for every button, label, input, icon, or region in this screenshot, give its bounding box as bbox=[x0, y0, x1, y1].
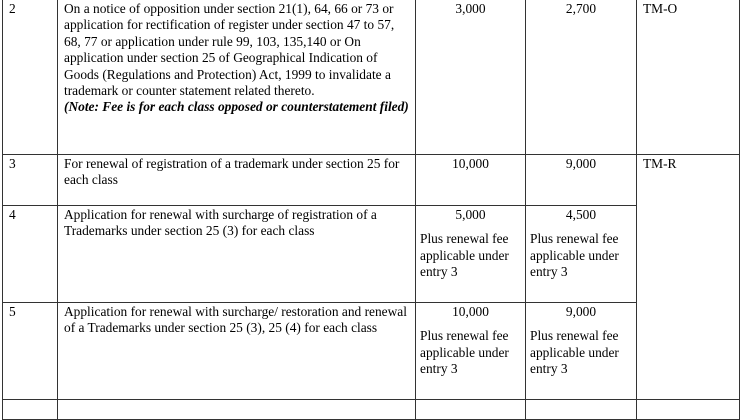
fee-physical bbox=[416, 206, 526, 303]
fee-efiling: 9,000 bbox=[526, 155, 637, 206]
table-row bbox=[3, 303, 740, 400]
fee-physical: 3,000 bbox=[416, 0, 526, 155]
description-text: On a notice of opposition under section 21(1), 64, 66 or 73 or application for rectification of register under section 47 to 57, 68, 77 or application under rule 99, 103, 135,140 or On application under section 25 of Geographical Indication of Goods (Regulations and Protection) Act, 1999 to invalidate a trademark or counter statement related thereto. bbox=[64, 1, 395, 99]
fee-amount: 10,000 bbox=[452, 304, 489, 319]
fee-note: Plus renewal fee applicable under entry 3 bbox=[420, 231, 509, 280]
fee-efiling bbox=[526, 206, 637, 303]
entry-number: 5 bbox=[3, 303, 58, 400]
form-name: TM-R bbox=[637, 155, 740, 400]
entry-description: Application for renewal with surcharge/ restoration and renewal of a Trademarks under section 25 (3), 25 (4) for each class bbox=[58, 303, 416, 400]
entry-number: 3 bbox=[3, 155, 58, 206]
table-row bbox=[3, 0, 740, 155]
table-row bbox=[3, 155, 740, 206]
entry-description: For renewal of registration of a trademark under section 25 for each class bbox=[58, 155, 416, 206]
fee-note: Plus renewal fee applicable under entry 3 bbox=[530, 231, 619, 280]
fee-efiling bbox=[526, 303, 637, 400]
fee-note: Plus renewal fee applicable under entry 3 bbox=[420, 328, 509, 377]
fee-note: (Note: Fee is for each class opposed or counterstatement filed) bbox=[64, 99, 409, 115]
fee-note: Plus renewal fee applicable under entry 3 bbox=[530, 328, 619, 377]
table-row bbox=[3, 206, 740, 303]
entry-description: Application for renewal with surcharge of registration of a Trademarks under section 25 (3) for each class bbox=[58, 206, 416, 303]
fee-amount: 5,000 bbox=[455, 207, 486, 222]
entry-description bbox=[58, 0, 416, 155]
entry-number: 2 bbox=[3, 0, 58, 155]
fee-amount: 4,500 bbox=[565, 207, 597, 222]
fee-physical bbox=[416, 303, 526, 400]
fee-efiling: 2,700 bbox=[526, 0, 637, 155]
fee-amount: 9,000 bbox=[565, 304, 597, 319]
entry-number: 4 bbox=[3, 206, 58, 303]
fee-physical: 10,000 bbox=[416, 155, 526, 206]
fee-table bbox=[2, 0, 740, 420]
form-name: TM-O bbox=[637, 0, 740, 155]
